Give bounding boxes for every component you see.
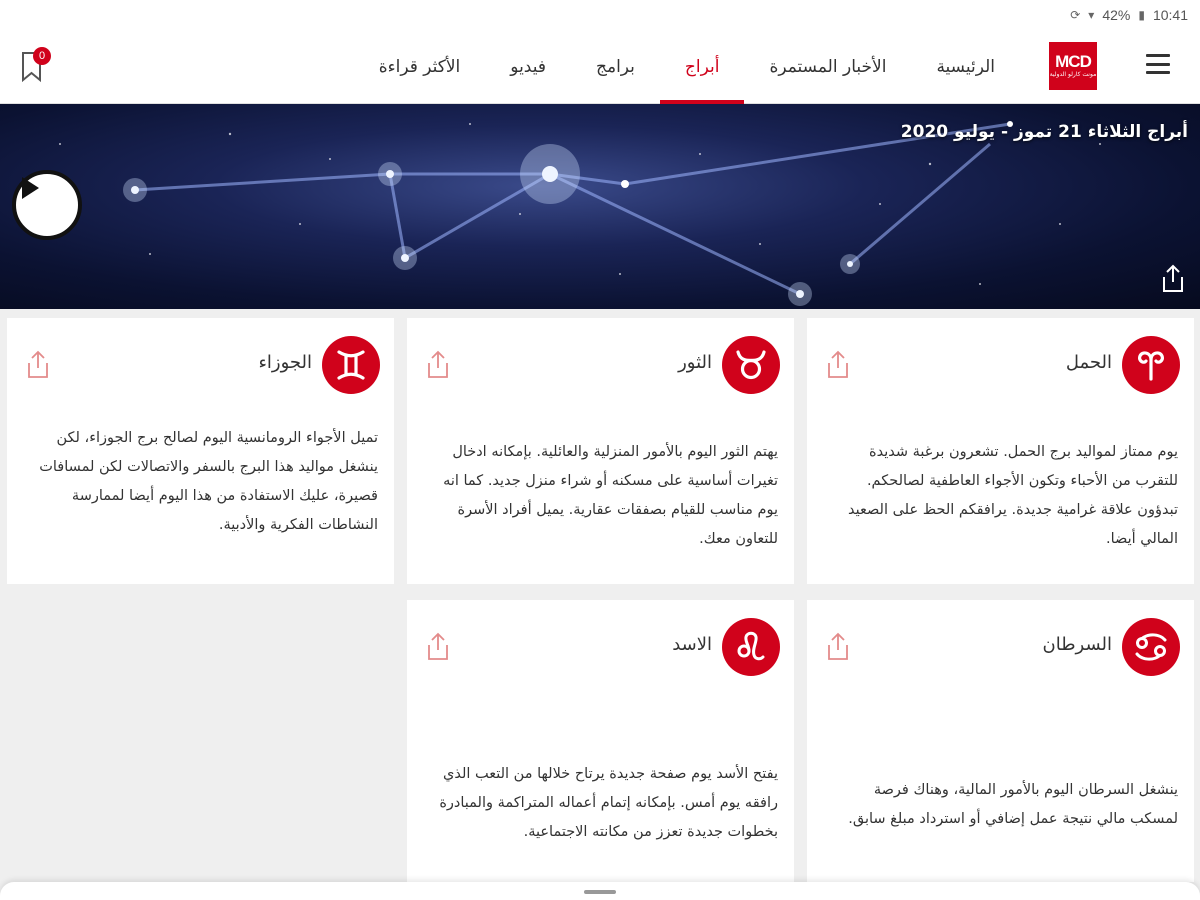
- horoscope-text: يهتم الثور اليوم بالأمور المنزلية والعائلية. بإمكانه ادخال تغيرات أساسية على مسكنه أو شراء منزل جديد. كما انه يوم مناسب للقيام بصفقات عقارية. يميل أفراد الأسرة للتعاون معك.: [443, 444, 778, 547]
- horoscope-text: يفتح الأسد يوم صفحة جديدة يرتاح خلالها من التعب الذي رافقه يوم أمس. بإمكانه إتمام أعماله المتراكمة والمبادرة بخطوات جديدة تعزز من مكانته الاجتماعية.: [439, 766, 778, 840]
- leo-icon: [722, 618, 780, 676]
- horoscope-card-aries[interactable]: [807, 318, 1194, 584]
- play-button[interactable]: [12, 170, 82, 240]
- tab-programs[interactable]: برامج: [595, 57, 635, 77]
- share-icon[interactable]: [425, 350, 451, 380]
- taurus-icon: [722, 336, 780, 394]
- share-icon[interactable]: [425, 632, 451, 662]
- mcd-logo[interactable]: [1049, 42, 1097, 90]
- tab-horoscopes[interactable]: أبراج: [660, 30, 745, 104]
- sign-name: الجوزاء: [258, 352, 312, 373]
- drag-handle[interactable]: [584, 890, 616, 894]
- horoscope-text: ينشغل السرطان اليوم بالأمور المالية، وهناك فرصة لمسكب مالي نتيجة عمل إضافي أو استرداد مبلغ سابق.: [848, 782, 1178, 827]
- tab-home[interactable]: الرئيسية: [936, 57, 995, 77]
- share-icon[interactable]: [825, 350, 851, 380]
- aries-icon: [1122, 336, 1180, 394]
- battery-level: 42%: [1102, 7, 1131, 23]
- hamburger-menu-icon[interactable]: [1146, 54, 1170, 74]
- app-bar: [0, 30, 1200, 104]
- tab-live-news[interactable]: الأخبار المستمرة: [769, 57, 887, 77]
- hero-banner[interactable]: [0, 104, 1200, 309]
- sign-name: السرطان: [1042, 634, 1112, 655]
- sign-name: الحمل: [1065, 352, 1112, 373]
- clock: 10:41: [1152, 7, 1188, 23]
- gemini-icon: [322, 336, 380, 394]
- sync-icon: ⟳: [1070, 8, 1081, 22]
- tab-most-read[interactable]: الأكثر قراءة: [378, 57, 461, 77]
- bookmark-count-badge: 0: [33, 47, 51, 65]
- play-icon: [16, 174, 42, 202]
- wifi-icon: ▾: [1088, 8, 1095, 22]
- status-bar: [0, 0, 1200, 30]
- horoscope-card-cancer[interactable]: [807, 600, 1194, 882]
- share-icon[interactable]: [25, 350, 51, 380]
- sign-name: الثور: [678, 352, 712, 373]
- tab-video[interactable]: فيديو: [510, 57, 546, 77]
- battery-icon: ▮: [1138, 8, 1145, 22]
- share-icon[interactable]: [1160, 264, 1186, 294]
- share-icon[interactable]: [825, 632, 851, 662]
- horoscope-text: تميل الأجواء الرومانسية اليوم لصالح برج الجوزاء، لكن ينشغل مواليد هذا البرج بالسفر والاتصالات لكن لمسافات قصيرة، عليك الاستفادة من هذا اليوم أيضا لممارسة النشاطات الفكرية والأدبية.: [39, 430, 378, 533]
- nav-tabs: [354, 30, 1020, 104]
- sign-name: الاسد: [672, 634, 712, 655]
- horoscope-text: يوم ممتاز لمواليد برج الحمل. تشعرون برغبة شديدة للتقرب من الأحباء وتكون الأجواء العاطفية لصالحكم. تبدؤون علاقة غرامية جديدة. يرافقكم الحظ على الصعيد المالي أيضا.: [847, 444, 1178, 547]
- hero-title[interactable]: أبراج الثلاثاء 21 تموز - يوليو 2020: [900, 122, 1188, 142]
- horoscope-card-leo[interactable]: [407, 600, 794, 882]
- horoscope-card-gemini[interactable]: [7, 318, 394, 584]
- logo-text: MCD: [1055, 52, 1091, 71]
- horoscope-card-taurus[interactable]: [407, 318, 794, 584]
- cancer-icon: [1122, 618, 1180, 676]
- logo-subtext: مونت كارلو الدولية: [1049, 71, 1097, 78]
- bottom-sheet[interactable]: [0, 882, 1200, 900]
